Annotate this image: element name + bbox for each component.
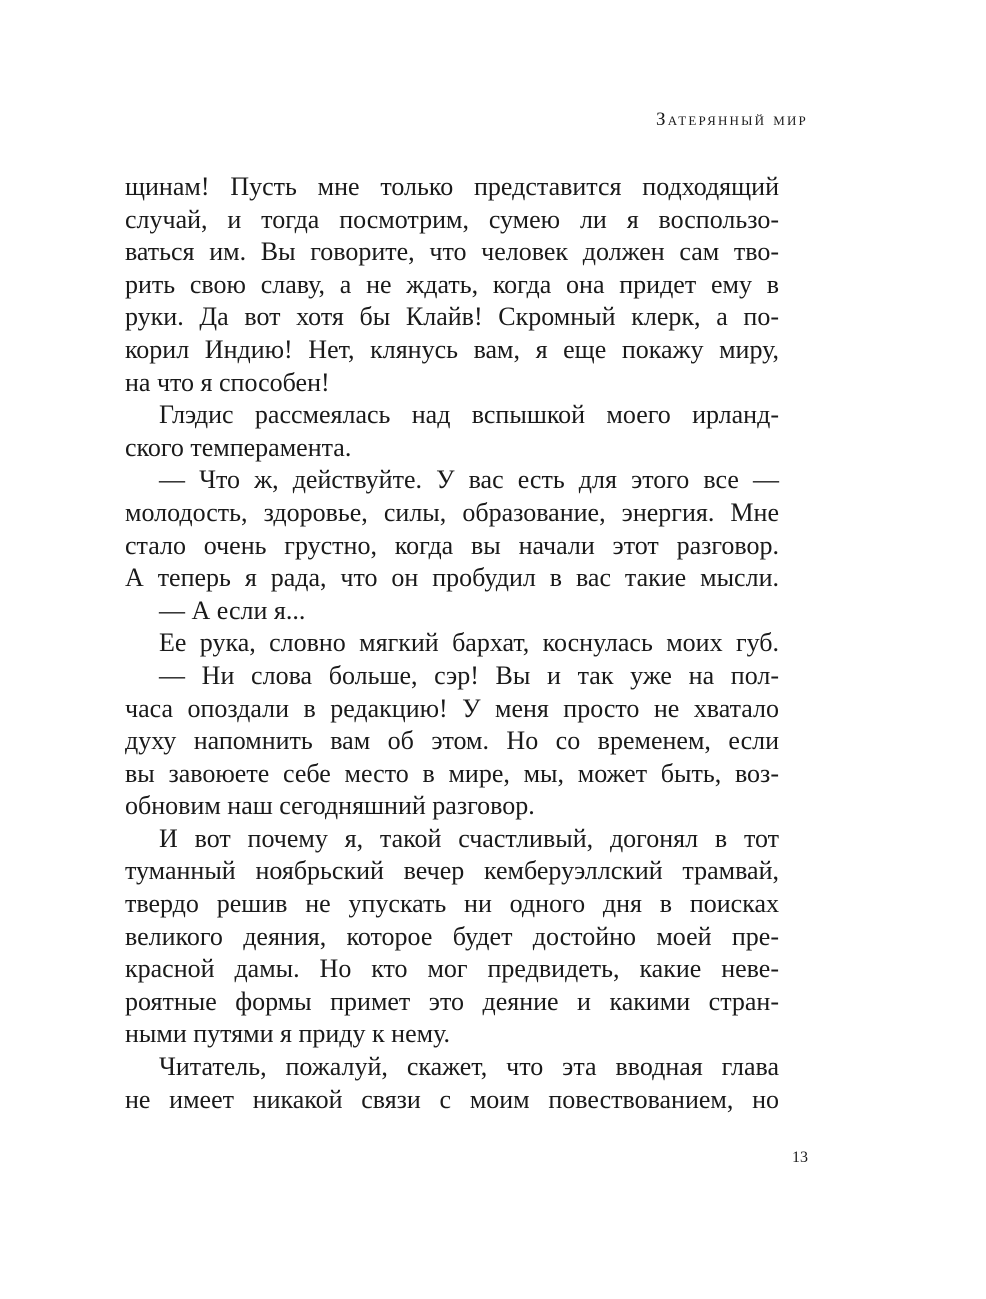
text-line: молодость, здоровье, силы, образование, энергия. Мне bbox=[125, 497, 779, 527]
text-line: — Ни слова больше, сэр! Вы и так уже на пол- bbox=[159, 660, 779, 690]
body-text bbox=[125, 171, 779, 1116]
text-line: Ее рука, словно мягкий бархат, коснулась моих губ. bbox=[159, 628, 779, 658]
text-line: часа опоздали в редакцию! У меня просто не хватало bbox=[125, 693, 779, 723]
text-line: — Что ж, действуйте. У вас есть для этого все — bbox=[159, 465, 779, 495]
running-head: Затерянный мир bbox=[656, 109, 808, 130]
text-line: ными путями я приду к нему. bbox=[125, 1019, 450, 1049]
text-line: случай, и тогда посмотрим, сумею ли я воспользо- bbox=[125, 204, 779, 234]
text-line: рить свою славу, а не ждать, когда она придет ему в bbox=[125, 269, 779, 299]
text-line: А теперь я рада, что он пробудил в вас такие мысли. bbox=[125, 563, 779, 593]
text-line: Читатель, пожалуй, скажет, что эта вводная глава bbox=[159, 1052, 779, 1082]
text-line: Глэдис рассмеялась над вспышкой моего ирланд- bbox=[159, 400, 779, 430]
text-line: вы завоюете себе место в мире, мы, может быть, воз- bbox=[125, 758, 779, 788]
text-line: на что я способен! bbox=[125, 367, 330, 397]
text-line: духу напомнить вам об этом. Но со временем, если bbox=[125, 726, 779, 756]
text-line: красной дамы. Но кто мог предвидеть, какие неве- bbox=[125, 954, 779, 984]
text-line: обновим наш сегодняшний разговор. bbox=[125, 791, 535, 821]
text-line: ваться им. Вы говорите, что человек должен сам тво- bbox=[125, 237, 779, 267]
text-line: — А если я... bbox=[159, 595, 306, 625]
text-line: твердо решив не упускать ни одного дня в поисках bbox=[125, 889, 779, 919]
text-line: руки. Да вот хотя бы Клайв! Скромный клерк, а по- bbox=[125, 302, 779, 332]
text-line: щинам! Пусть мне только представится подходящий bbox=[125, 172, 779, 201]
text-line: И вот почему я, такой счастливый, догонял в тот bbox=[159, 823, 779, 853]
text-line: великого деяния, которое будет достойно моей пре- bbox=[125, 921, 779, 951]
text-line: стало очень грустно, когда вы начали этот разговор. bbox=[125, 530, 779, 560]
text-line: не имеет никакой связи с моим повествованием, но bbox=[125, 1084, 779, 1114]
text-line: ского темперамента. bbox=[125, 432, 352, 462]
page-number: 13 bbox=[792, 1149, 808, 1166]
text-line: корил Индию! Нет, клянусь вам, я еще покажу миру, bbox=[125, 334, 779, 364]
text-line: роятные формы примет это деяние и какими стран- bbox=[125, 986, 779, 1016]
text-line: туманный ноябрьский вечер кемберуэллский трамвай, bbox=[125, 856, 779, 886]
